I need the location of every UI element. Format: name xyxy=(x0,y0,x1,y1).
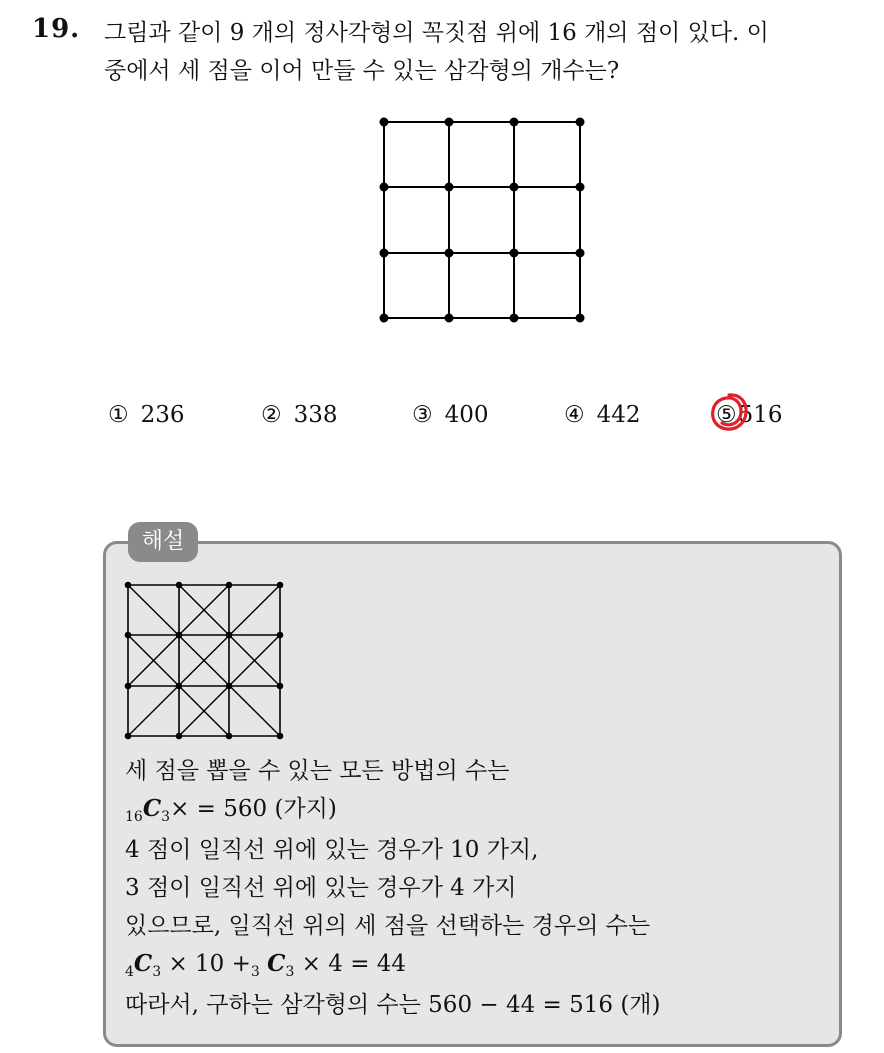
grid-dot xyxy=(176,632,183,639)
grid-dot xyxy=(380,249,389,258)
grid-dots xyxy=(380,118,585,323)
solution-line-7: 따라서, 구하는 삼각형의 수는 560 − 44 = 516 (개) xyxy=(125,992,661,1018)
math-subscript: 3 xyxy=(161,809,171,825)
grid-dot xyxy=(576,314,585,323)
choice-3-mark: ③ xyxy=(412,402,433,428)
grid-dot xyxy=(277,683,284,690)
question-grid-figure xyxy=(370,110,594,330)
grid-dot xyxy=(125,632,132,639)
grid-dot xyxy=(445,118,454,127)
solution-line-3: 4 점이 일직선 위에 있는 경우가 10 가지, xyxy=(125,837,539,863)
choice-5[interactable] xyxy=(716,402,783,428)
math-subscript: 3 xyxy=(152,964,162,980)
grid-dot xyxy=(125,582,132,589)
choice-2-mark: ② xyxy=(261,402,282,428)
math-middle: × 10 + xyxy=(161,951,251,977)
choice-4-value: 442 xyxy=(596,402,641,428)
grid-dot xyxy=(510,118,519,127)
math-combination-symbol: C xyxy=(267,950,286,977)
choice-2[interactable] xyxy=(261,402,338,428)
math-prefix-subscript: 3 xyxy=(250,964,260,980)
choice-5-mark-glyph: ⑤ xyxy=(716,402,737,428)
grid-dot xyxy=(277,632,284,639)
choice-5-mark xyxy=(716,402,737,428)
grid-dot xyxy=(576,118,585,127)
grid-dot xyxy=(445,249,454,258)
solution-line-2 xyxy=(125,790,825,831)
choice-3[interactable] xyxy=(412,402,489,428)
grid-dot xyxy=(226,582,233,589)
choice-1-value: 236 xyxy=(140,402,185,428)
choice-5-value: 516 xyxy=(738,402,783,428)
choice-1-mark: ① xyxy=(108,402,129,428)
choice-4[interactable] xyxy=(564,402,641,428)
grid-dot xyxy=(510,314,519,323)
choice-3-value: 400 xyxy=(444,402,489,428)
grid-dot xyxy=(277,582,284,589)
answer-choices xyxy=(108,402,828,442)
question-text xyxy=(104,14,874,90)
math-rest: × 4 = 44 xyxy=(294,951,407,977)
grid-dot xyxy=(380,183,389,192)
question-number: 19. xyxy=(32,14,81,44)
math-subscript: 3 xyxy=(285,964,295,980)
grid-dot xyxy=(125,683,132,690)
grid-dot xyxy=(226,683,233,690)
grid-dot xyxy=(380,118,389,127)
choice-1[interactable] xyxy=(108,402,185,428)
choice-4-mark: ④ xyxy=(564,402,585,428)
solution-diagonal-lines xyxy=(128,585,280,736)
math-rest: × = 560 (가지) xyxy=(170,796,337,822)
grid-dot xyxy=(380,314,389,323)
grid-dot xyxy=(176,733,183,740)
solution-line-5: 있으므로, 일직선 위의 세 점을 선택하는 경우의 수는 xyxy=(125,913,651,939)
grid-dot xyxy=(576,183,585,192)
solution-line-1: 세 점을 뽑을 수 있는 모든 방법의 수는 xyxy=(125,758,510,784)
grid-dot xyxy=(445,314,454,323)
solution-grid-figure xyxy=(120,576,290,746)
math-prefix-subscript: 16 xyxy=(125,809,143,825)
solution-line-6 xyxy=(125,945,825,986)
grid-dot xyxy=(176,683,183,690)
grid-dot xyxy=(576,249,585,258)
solution-tab-label: 해설 xyxy=(128,522,198,562)
grid-dot xyxy=(277,733,284,740)
math-combination-symbol: C xyxy=(142,795,162,822)
grid-dot xyxy=(176,582,183,589)
question-text-line-2: 중에서 세 점을 이어 만들 수 있는 삼각형의 개수는? xyxy=(104,58,620,84)
grid-dot xyxy=(226,733,233,740)
grid-dot xyxy=(510,249,519,258)
solution-line-4: 3 점이 일직선 위에 있는 경우가 4 가지 xyxy=(125,875,517,901)
choice-2-value: 338 xyxy=(293,402,338,428)
grid-dot xyxy=(125,733,132,740)
question-text-line-1: 그림과 같이 9 개의 정사각형의 꼭짓점 위에 16 개의 점이 있다. 이 xyxy=(104,20,769,46)
grid-dot xyxy=(445,183,454,192)
grid-dot xyxy=(510,183,519,192)
solution-text xyxy=(125,752,825,1024)
grid-lines xyxy=(384,122,580,318)
grid-dot xyxy=(226,632,233,639)
math-combination-symbol: C xyxy=(133,950,153,977)
math-prefix-subscript: 4 xyxy=(125,964,134,980)
